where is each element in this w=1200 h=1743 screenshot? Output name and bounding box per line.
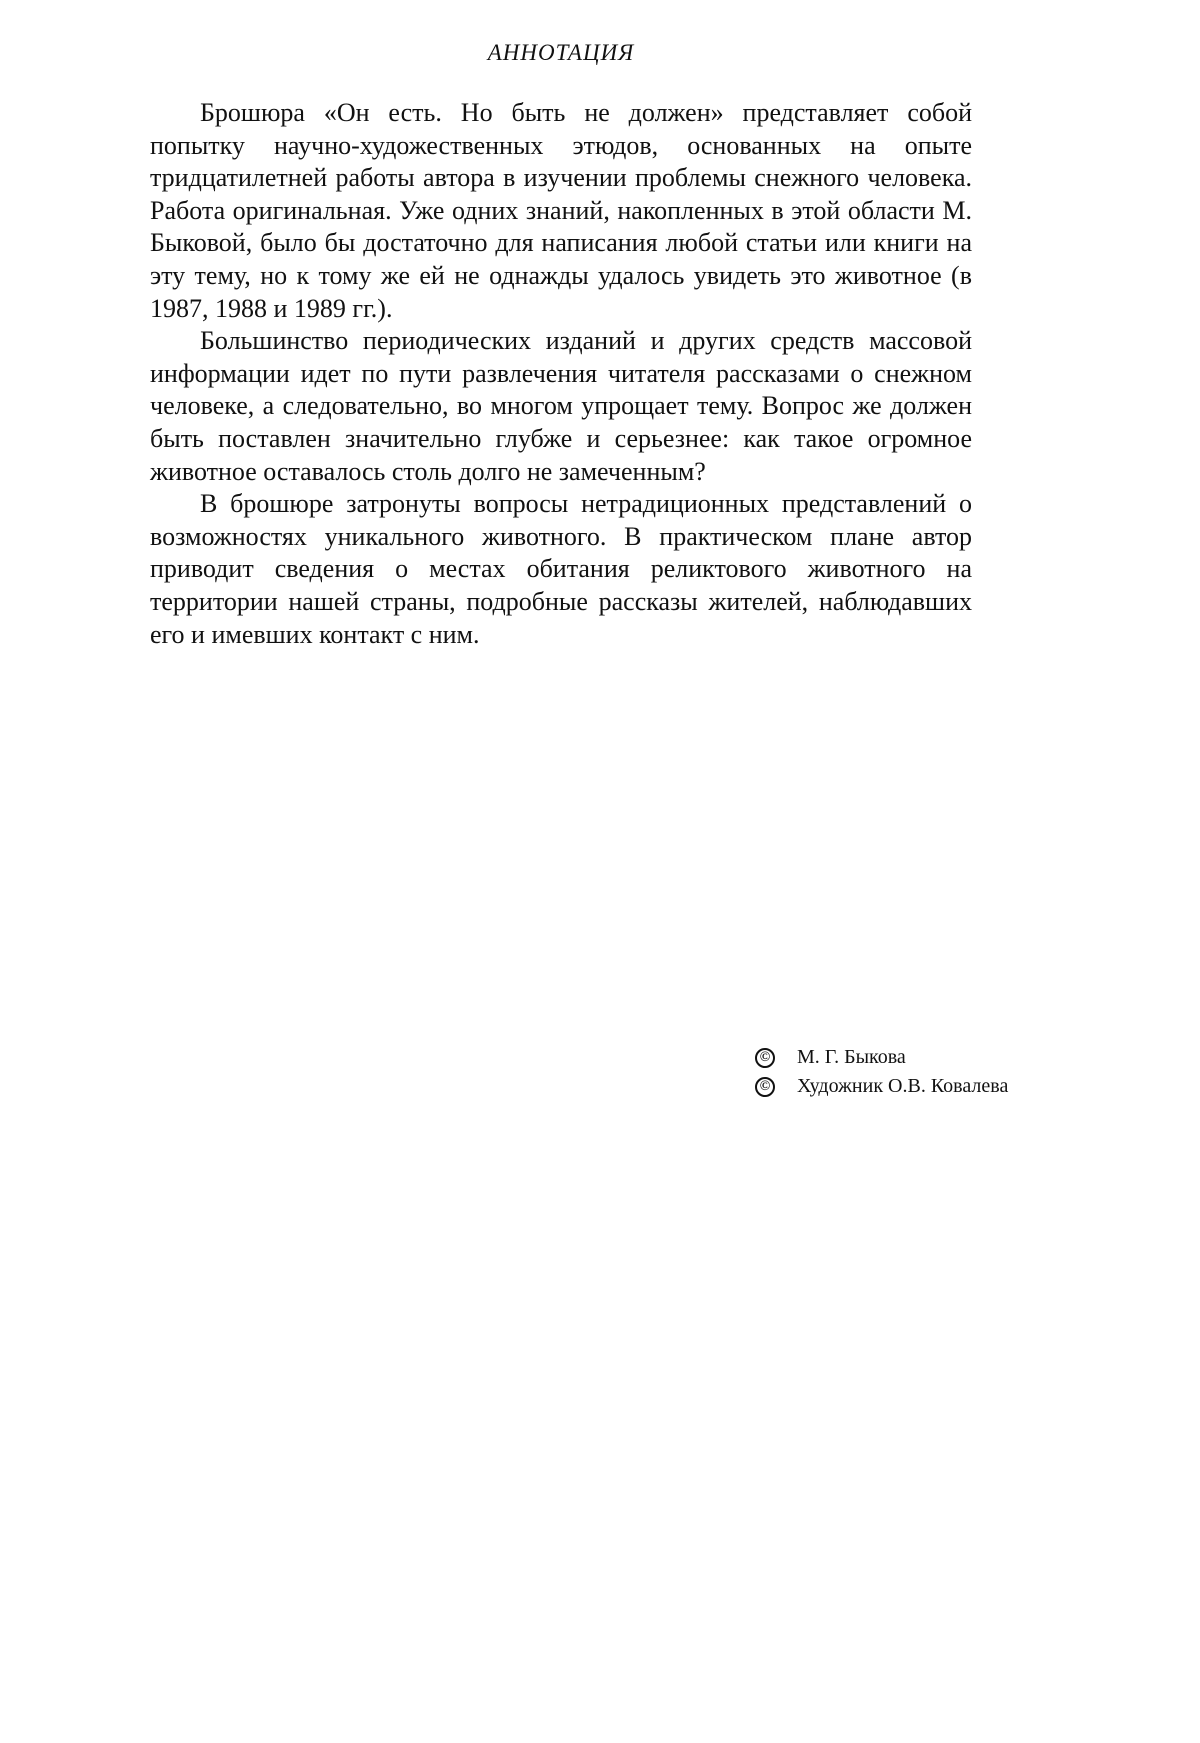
copyright-block (755, 1043, 1155, 1101)
copyright-author (755, 1043, 1155, 1072)
paragraph-1: Брошюра «Он есть. Но быть не должен» представляет собой попытку научно-художественных этюдов, основанных на опыте тридцатилетней работы автора в изучении проблемы снежного человека. Работа оригинальная. Уже одних знаний, накопленных в этой области М. Быковой, было бы достаточно для написания любой статьи или книги на эту тему, но к тому же ей не однажды удалось увидеть это животное (в 1987, 1988 и 1989 гг.). (150, 98, 972, 323)
annotation-body (150, 97, 972, 651)
copyright-illustrator-text: Художник О.В. Ковалева (797, 1075, 1009, 1097)
annotation-heading: АННОТАЦИЯ (487, 40, 635, 65)
copyright-illustrator (755, 1072, 1155, 1101)
copyright-icon: © (755, 1077, 775, 1097)
copyright-icon: © (755, 1048, 775, 1068)
copyright-author-text: М. Г. Быкова (797, 1046, 906, 1068)
paragraph-2: Большинство периодических изданий и других средств массовой информации идет по пути развлечения читателя рассказами о снежном человеке, а следовательно, во многом упрощает тему. Вопрос же должен быть поставлен значительно глубже и серьезнее: как такое огромное животное оставалось столь долго не замеченным? (150, 326, 972, 486)
paragraph-3: В брошюре затронуты вопросы нетрадиционных представлений о возможностях уникального животного. В практическом плане автор приводит сведения о местах обитания реликтового животного на территории нашей страны, подробные рассказы жителей, наблюдавших его и имевших контакт с ним. (150, 489, 972, 649)
